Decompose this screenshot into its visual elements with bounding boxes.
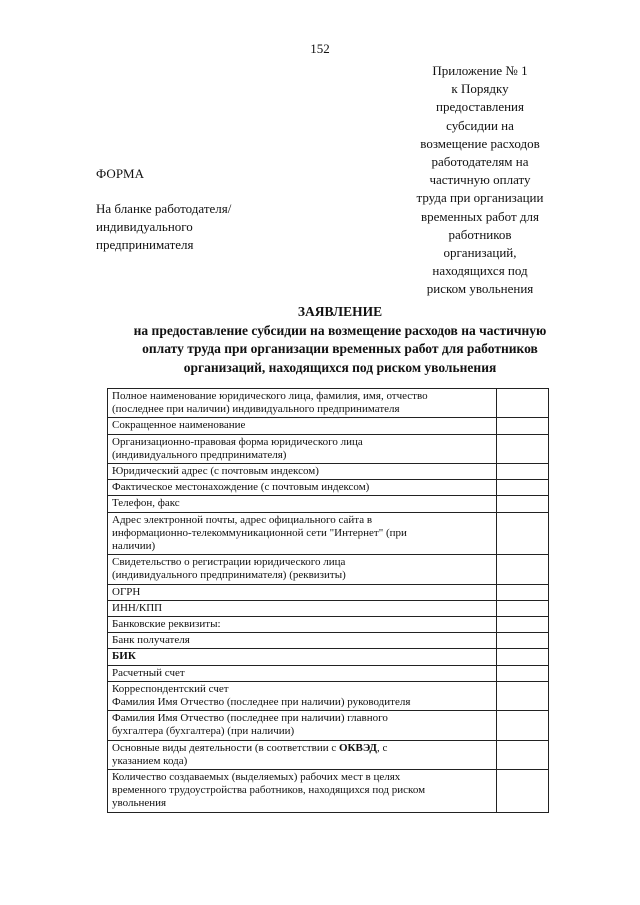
- letterhead-line: индивидуального: [96, 219, 193, 235]
- form-row-value-field[interactable]: [497, 649, 549, 665]
- form-row-label-line: [112, 696, 493, 709]
- form-row: [108, 512, 549, 555]
- form-label: ФОРМА: [96, 166, 144, 181]
- form-row-label: [108, 600, 497, 616]
- form-row-label-text: увольнения: [112, 797, 167, 810]
- form-row-value-field[interactable]: [497, 496, 549, 512]
- form-row-label-line: [112, 712, 493, 725]
- form-row-value-field[interactable]: [497, 740, 549, 769]
- form-row: [108, 480, 549, 496]
- form-row-label: [108, 665, 497, 681]
- form-row-label-text: Адрес электронной почты, адрес официального сайта в: [112, 513, 373, 526]
- form-row-label: [108, 633, 497, 649]
- form-row-value-field[interactable]: [497, 434, 549, 463]
- form-row-label: [108, 770, 497, 813]
- form-row-label-line: [112, 742, 493, 755]
- form-row-label-line: [112, 465, 493, 478]
- appendix-line: временных работ для: [420, 208, 540, 224]
- form-row-label-line: [112, 497, 493, 510]
- form-row-label-line: [112, 667, 493, 680]
- form-row-label-text: Фамилия Имя Отчество (последнее при наличии) руководителя: [112, 696, 411, 709]
- form-row-label-text: временного трудоустройства работников, находящихся под риском: [112, 784, 426, 797]
- form-row-label-line: [112, 481, 493, 494]
- form-row-label-text: информационно-телекоммуникационной сети "Интернет" (при: [112, 526, 407, 539]
- form-row: [108, 711, 549, 740]
- appendix-line: находящихся под: [432, 263, 528, 279]
- form-row-label-text: Основные виды деятельности (в соответствии с: [112, 741, 339, 754]
- form-row: [108, 633, 549, 649]
- form-row-label-line: [112, 540, 493, 553]
- form-row-label: [108, 584, 497, 600]
- form-row-label-line: [112, 755, 493, 768]
- form-row-label-tail: , с: [376, 741, 388, 754]
- form-row-label-bold: ОКВЭД: [339, 741, 377, 754]
- form-row: [108, 389, 549, 418]
- appendix-line: к Порядку: [451, 81, 509, 97]
- form-row: [108, 464, 549, 480]
- form-row-label: [108, 711, 497, 740]
- form-row: [108, 496, 549, 512]
- form-row-label-line: [112, 569, 493, 582]
- form-row-value-field[interactable]: [497, 617, 549, 633]
- form-row-label-text: Фамилия Имя Отчество (последнее при наличии) главного: [112, 712, 388, 725]
- form-row-label: [108, 740, 497, 769]
- form-row-label-text: Сокращенное наименование: [112, 419, 246, 432]
- form-row-label-line: [112, 784, 493, 797]
- letterhead-note: [96, 200, 231, 255]
- form-row-label-line: [112, 449, 493, 462]
- letterhead-line: На бланке работодателя/: [96, 201, 232, 216]
- form-row-label-text: Корреспондентский счет: [112, 682, 229, 695]
- form-row-label: [108, 617, 497, 633]
- form-row-label-line: [112, 602, 493, 615]
- form-row-label-line: [112, 527, 493, 540]
- form-row-label-line: [112, 419, 493, 432]
- form-row: [108, 600, 549, 616]
- form-row-label: [108, 649, 497, 665]
- form-row: [108, 681, 549, 710]
- appendix-line: риском увольнения: [426, 281, 534, 297]
- appendix-note: [390, 62, 570, 299]
- form-row-value-field[interactable]: [497, 555, 549, 584]
- form-row-label: [108, 512, 497, 555]
- form-row-value-field[interactable]: [497, 681, 549, 710]
- form-row: [108, 665, 549, 681]
- form-row-label-line: [112, 618, 493, 631]
- form-row-label-text: ОГРН: [112, 585, 141, 598]
- appendix-line: Приложение № 1: [432, 63, 528, 78]
- form-row-label-text: Расчетный счет: [112, 666, 185, 679]
- form-row-value-field[interactable]: [497, 584, 549, 600]
- form-row-value-field[interactable]: [497, 464, 549, 480]
- appendix-line: работников: [448, 226, 512, 242]
- form-row-value-field[interactable]: [497, 770, 549, 813]
- form-row-value-field[interactable]: [497, 418, 549, 434]
- form-row-label-line: [112, 586, 493, 599]
- form-row-value-field[interactable]: [497, 711, 549, 740]
- form-row-label-text: бухгалтера (бухгалтера) (при наличии): [112, 725, 295, 738]
- form-row: [108, 770, 549, 813]
- letterhead-line: предпринимателя: [96, 237, 194, 253]
- form-row: [108, 555, 549, 584]
- form-row-label-text: (последнее при наличии) индивидуального предпринимателя: [112, 403, 400, 416]
- form-row-value-field[interactable]: [497, 389, 549, 418]
- form-row-label-text: Банк получателя: [112, 634, 190, 647]
- title-line: ЗАЯВЛЕНИЕ: [297, 304, 383, 319]
- appendix-line: субсидии на: [446, 117, 514, 133]
- form-row-label: [108, 496, 497, 512]
- appendix-line: предоставления: [436, 99, 524, 115]
- form-row-label-text: Банковские реквизиты:: [112, 618, 221, 631]
- form-row-label-text: Полное наименование юридического лица, фамилия, имя, отчество: [112, 390, 428, 402]
- form-row: [108, 649, 549, 665]
- title-line: оплату труда при организации временных работ для работников: [142, 341, 538, 356]
- document-title: [80, 303, 600, 377]
- form-row-label: [108, 418, 497, 434]
- form-row: [108, 740, 549, 769]
- form-row-label-text: Количество создаваемых (выделяемых) рабочих мест в целях: [112, 771, 401, 784]
- appendix-line: работодателям на: [431, 154, 529, 170]
- form-row-label: [108, 464, 497, 480]
- form-row: [108, 418, 549, 434]
- form-row-value-field[interactable]: [497, 600, 549, 616]
- form-row-label-line: [112, 725, 493, 738]
- form-row: [108, 434, 549, 463]
- form-row-value-field[interactable]: [497, 633, 549, 649]
- appendix-line: возмещение расходов: [420, 135, 540, 151]
- form-row-label-line: [112, 390, 493, 403]
- form-row-label-text: Свидетельство о регистрации юридического лица: [112, 556, 346, 569]
- form-row-value-field[interactable]: [497, 512, 549, 555]
- form-row-label-text: указанием кода): [112, 754, 188, 767]
- appendix-line: труда при организации: [416, 190, 544, 206]
- form-row-label-line: [112, 634, 493, 647]
- form-row-label-text: БИК: [112, 650, 136, 663]
- form-row-label-line: [112, 514, 493, 527]
- form-row-label-text: Фактическое местонахождение (с почтовым индексом): [112, 481, 370, 494]
- form-row: [108, 617, 549, 633]
- form-row-label-text: (индивидуального предпринимателя) (реквизиты): [112, 569, 346, 582]
- form-row-label: [108, 389, 497, 418]
- application-form-table: [107, 388, 549, 813]
- form-row-label-text: Организационно-правовая форма юридического лица: [112, 435, 363, 448]
- form-row-label-text: (индивидуального предпринимателя): [112, 448, 287, 461]
- title-line: организаций, находящихся под риском увольнения: [183, 359, 497, 375]
- form-row-label-line: [112, 797, 493, 810]
- form-row-label: [108, 555, 497, 584]
- form-row-label-text: Юридический адрес (с почтовым индексом): [112, 465, 319, 478]
- form-row-label: [108, 434, 497, 463]
- form-row-label-line: [112, 556, 493, 569]
- form-row-label-text: Телефон, факс: [112, 497, 180, 510]
- appendix-line: частичную оплату: [429, 172, 531, 188]
- page-number: 152: [310, 41, 330, 56]
- form-row-label-text: ИНН/КПП: [112, 601, 163, 614]
- appendix-line: организаций,: [443, 245, 517, 261]
- form-row-label: [108, 681, 497, 710]
- form-row-label-line: [112, 403, 493, 416]
- form-row-label: [108, 480, 497, 496]
- form-row-label-line: [112, 650, 493, 663]
- form-row-label-line: [112, 436, 493, 449]
- title-line: на предоставление субсидии на возмещение расходов на частичную: [133, 322, 547, 338]
- form-row-label-text: наличии): [112, 540, 156, 553]
- form-row-label-line: [112, 771, 493, 784]
- form-row-value-field[interactable]: [497, 665, 549, 681]
- form-row-value-field[interactable]: [497, 480, 549, 496]
- form-row-label-line: [112, 683, 493, 696]
- form-row: [108, 584, 549, 600]
